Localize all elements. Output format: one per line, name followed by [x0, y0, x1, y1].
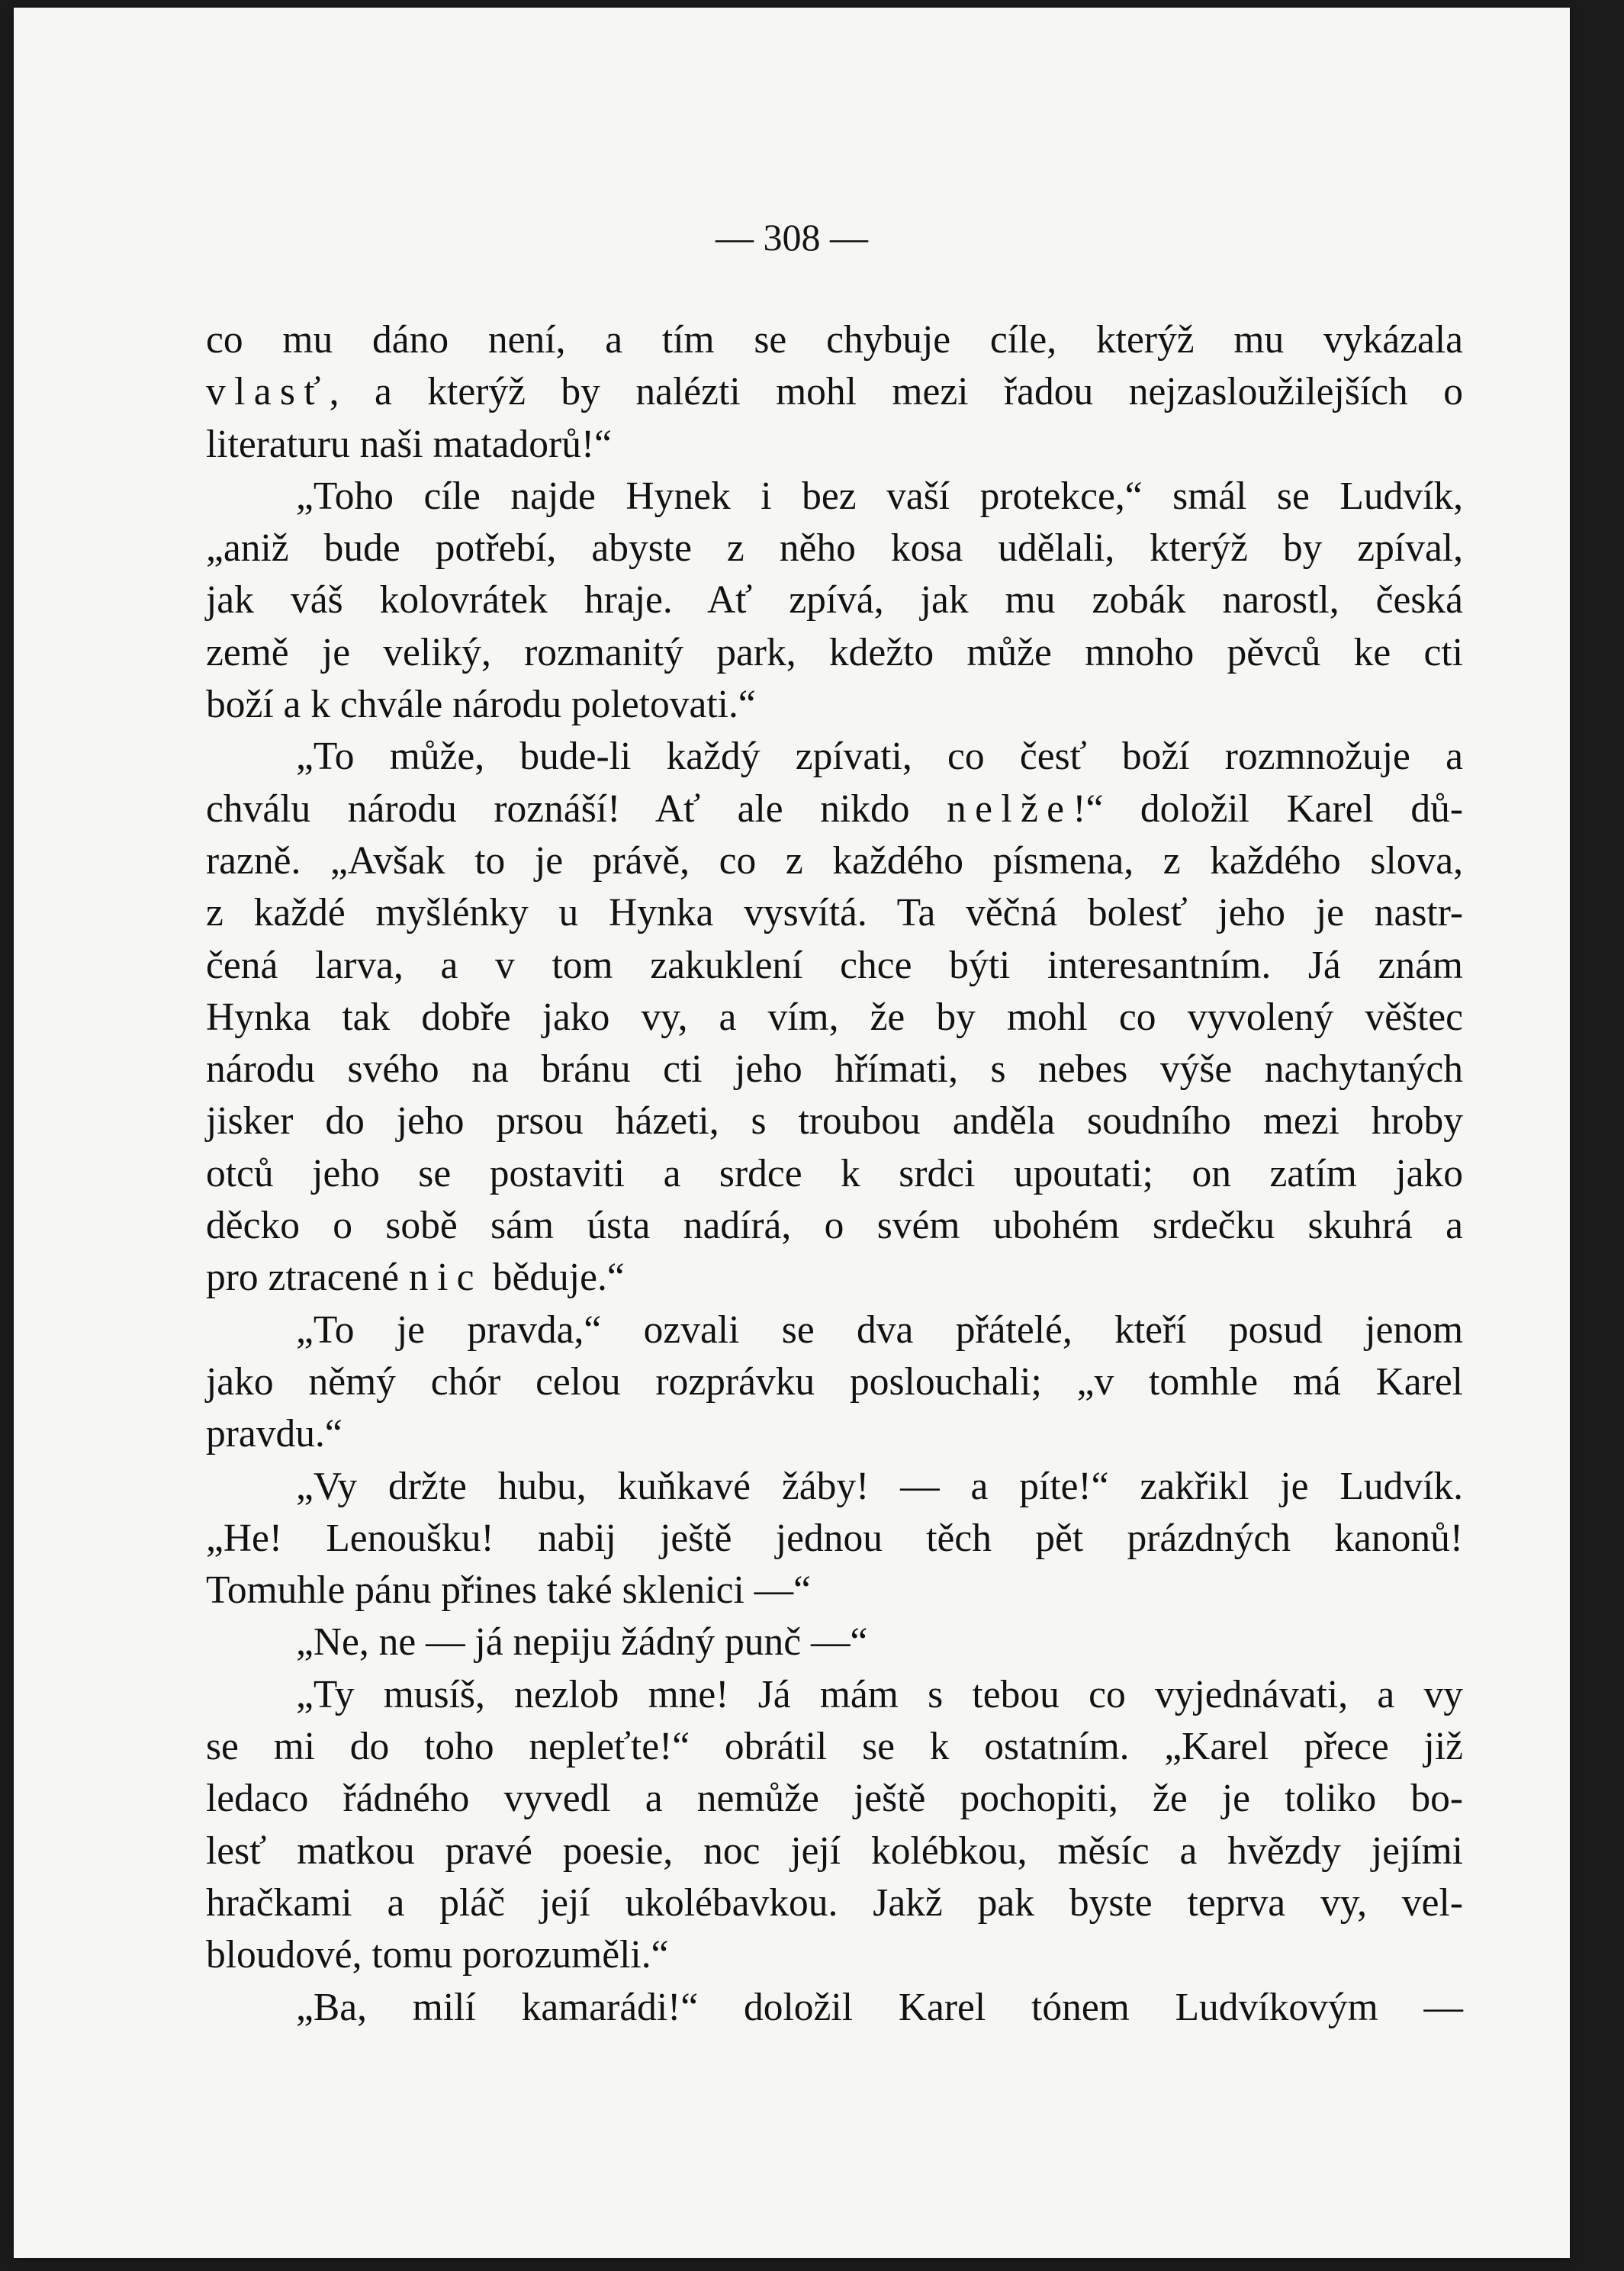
text-line [206, 1513, 1463, 1565]
text-line [206, 1565, 1463, 1616]
text-run: „Vy držte hubu, kuňkavé žáby! — a píte!“ zakřikl je Ludvík. [296, 1464, 1463, 1508]
text-run: Hynka tak dobře jako vy, a vím, že by mohl co vyvolený věštec [206, 995, 1463, 1039]
text-run: „Toho cíle najde Hynek i bez vaší protekce,“ smál se Ludvík, [296, 474, 1463, 518]
text-line [206, 679, 1463, 731]
text-run: bloudové, tomu porozuměli.“ [206, 1933, 669, 1977]
text-run: země je veliký, rozmanitý park, kdežto může mnoho pěvců ke cti [206, 630, 1463, 674]
page-number: — 308 — [716, 216, 868, 259]
emphasized-word: nic [408, 1256, 483, 1300]
text-run: z každé myšlénky u Hynka vysvítá. Ta věčná bolesť jeho je nastr- [206, 891, 1463, 935]
text-run: Tomuhle pánu přines také sklenici —“ [206, 1568, 811, 1613]
text-run: lesť matkou pravé poesie, noc její kolébkou, měsíc a hvězdy jejími [206, 1829, 1463, 1873]
text-line [206, 419, 1463, 471]
text-line [206, 1877, 1463, 1929]
text-line [206, 1095, 1463, 1147]
text-line [206, 1304, 1463, 1356]
text-line [206, 523, 1463, 574]
text-run: „To může, bude-li každý zpívati, co česť boží rozmnožuje a [296, 735, 1463, 779]
text-run: razně. „Avšak to je právě, co z každého písmena, z každého slova, [206, 838, 1463, 883]
text-line [206, 627, 1463, 679]
text-run: „To je pravda,“ ozvali se dva přátelé, kteří posud jenom [296, 1308, 1463, 1352]
text-line [206, 1825, 1463, 1877]
text-line [206, 835, 1463, 887]
emphasized-word: nelže [947, 786, 1073, 831]
text-line [206, 1148, 1463, 1200]
emphasized-word: vlasť [206, 370, 330, 414]
text-run: „He! Lenoušku! nabij ještě jednou těch pět prázdných kanonů! [206, 1516, 1463, 1560]
text-line [206, 314, 1463, 366]
text-run: boží a k chvále národu poletovati.“ [206, 683, 756, 727]
text-run: hračkami a pláč její ukolébavkou. Jakž pak byste teprva vy, vel- [206, 1880, 1463, 1925]
text-run: otců jeho se postaviti a srdce k srdci upoutati; on zatím jako [206, 1151, 1463, 1195]
text-line [206, 1773, 1463, 1825]
text-run: děcko o sobě sám ústa nadírá, o svém ubohém srdečku skuhrá a [206, 1204, 1463, 1248]
text-line [206, 783, 1463, 835]
book-page [14, 8, 1570, 2258]
text-line [206, 471, 1463, 523]
text-line [206, 1982, 1463, 2034]
text-run: jako němý chór celou rozprávku poslouchali; „v tomhle má Karel [206, 1359, 1463, 1404]
text-line [206, 992, 1463, 1044]
text-line [206, 940, 1463, 992]
text-run: „aniž bude potřebí, abyste z něho kosa udělali, kterýž by zpíval, [206, 526, 1463, 571]
text-run: „Ty musíš, nezlob mne! Já mám s tebou co vyjednávati, a vy [296, 1672, 1463, 1716]
text-run: jak váš kolovrátek hraje. Ať zpívá, jak mu zobák narostl, česká [206, 578, 1463, 622]
text-line [206, 1200, 1463, 1252]
text-run: literaturu naši matadorů!“ [206, 422, 612, 466]
text-run: pravdu.“ [206, 1412, 342, 1456]
text-run: !“ doložil Karel dů- [1072, 786, 1464, 831]
text-run: čená larva, a v tom zakuklení chce býti interesantním. Já znám [206, 943, 1463, 987]
text-line [206, 1669, 1463, 1721]
text-run: běduje.“ [482, 1256, 625, 1300]
text-line [206, 1721, 1463, 1773]
text-run: , a kterýž by nalézti mohl mezi řadou nejzasloužilejších o [329, 370, 1463, 414]
text-line [206, 731, 1463, 783]
text-run: „Ne, ne — já nepiju žádný punč —“ [296, 1620, 868, 1665]
text-line [206, 1461, 1463, 1513]
text-line [206, 1929, 1463, 1981]
text-line [206, 1044, 1463, 1095]
text-run: pro ztracené [206, 1256, 409, 1300]
text-run: národu svého na bránu cti jeho hřímati, s nebes výše nachytaných [206, 1047, 1463, 1092]
text-run: jisker do jeho prsou házeti, s troubou anděla soudního mezi hroby [206, 1099, 1463, 1144]
body-text [206, 314, 1463, 2034]
text-run: se mi do toho nepleťte!“ obrátil se k ostatním. „Karel přece již [206, 1725, 1463, 1769]
text-run: ledaco řádného vyvedl a nemůže ještě pochopiti, že je toliko bo- [206, 1777, 1463, 1821]
text-line [206, 1356, 1463, 1408]
text-run: chválu národu roznáší! Ať ale nikdo [206, 786, 947, 831]
text-line [206, 887, 1463, 939]
text-line [206, 366, 1463, 418]
text-line [206, 1252, 1463, 1304]
text-line [206, 1616, 1463, 1668]
text-run: „Ba, milí kamarádi!“ doložil Karel tónem Ludvíkovým — [296, 1985, 1463, 2029]
text-line [206, 574, 1463, 626]
text-run: co mu dáno není, a tím se chybuje cíle, kterýž mu vykázala [206, 318, 1463, 362]
text-line [206, 1408, 1463, 1460]
